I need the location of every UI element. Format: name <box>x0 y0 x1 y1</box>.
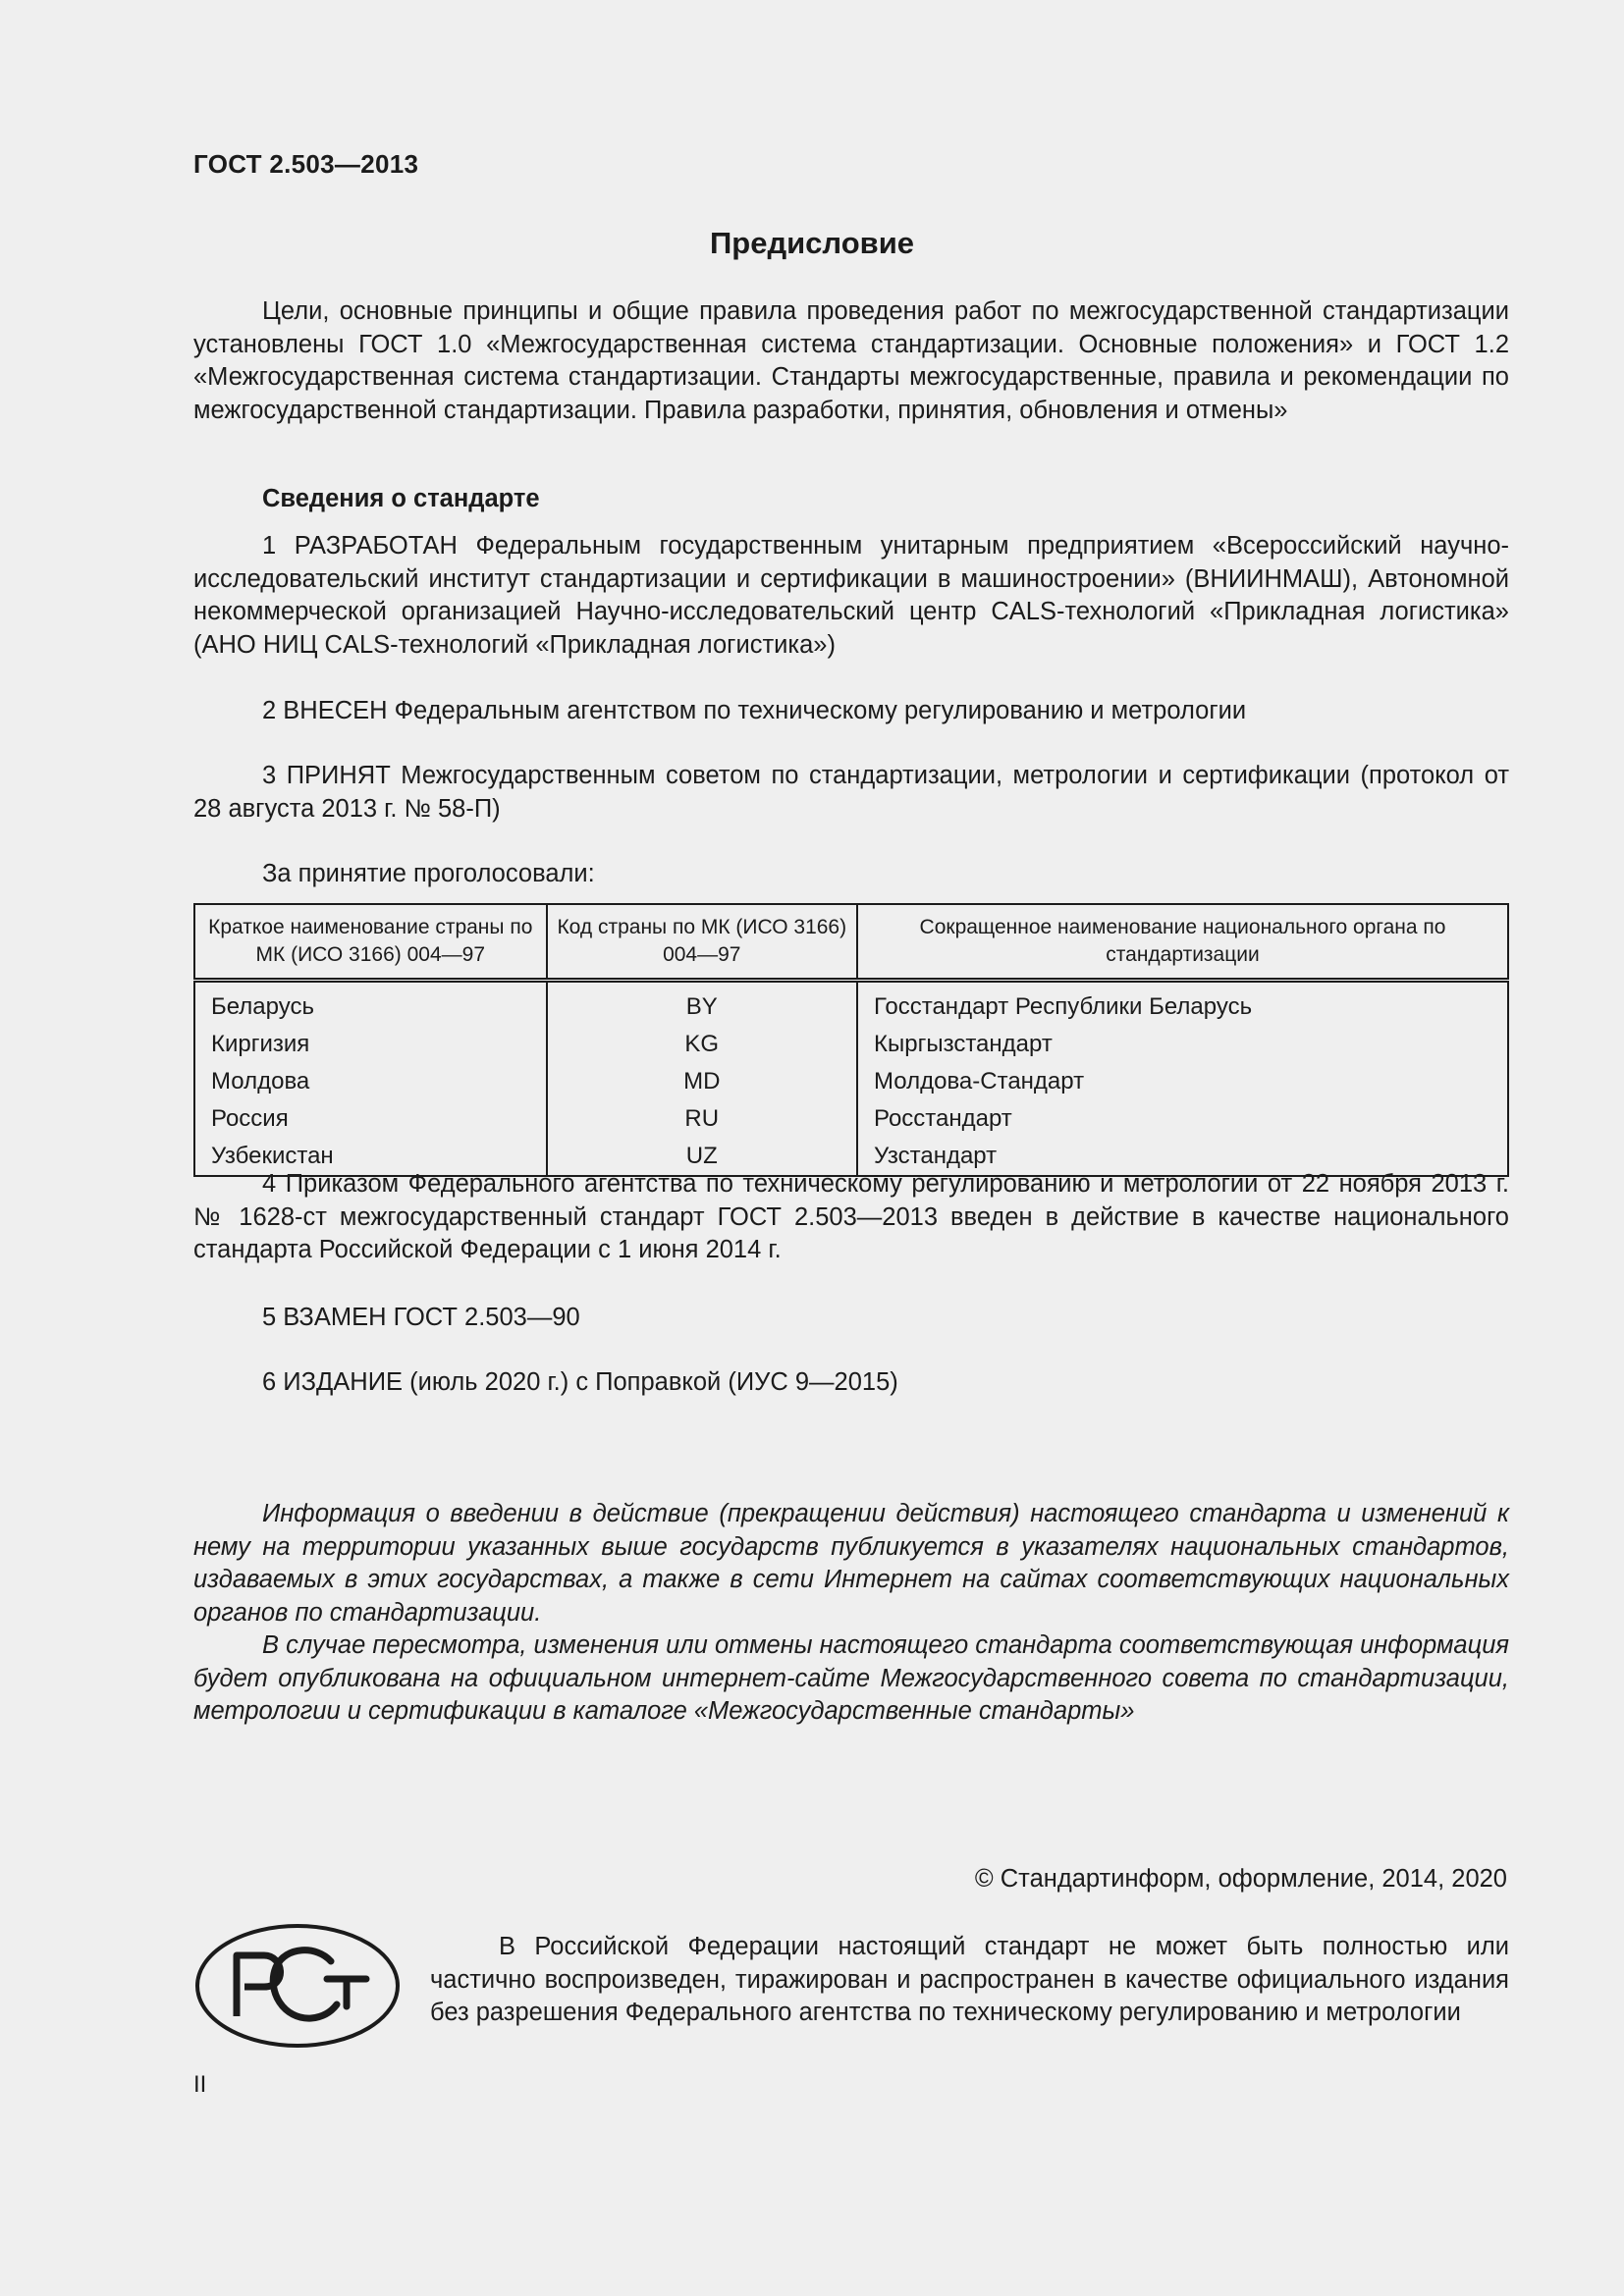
info-paragraph-2: В случае пересмотра, изменения или отмены настоящего стандарта соответствующая информация будет опубликована на официальном интернет-сайте Межгосударственного совета по стандартизации, метрологии и сертификации в каталоге «Межгосударственные стандарты» <box>193 1631 1509 1725</box>
copyright-line: © Стандартинформ, оформление, 2014, 2020 <box>974 1865 1507 1893</box>
preface-intro: Цели, основные принципы и общие правила проведения работ по межгосударственной стандартизации установлены ГОСТ 1.0 «Межгосударственная система стандартизации. Основные положения» и ГОСТ 1.2 «Межгосударственная система стандартизации. Стандарты межгосударственные, правила и рекомендации по межгосударственной стандартизации. Правила разработки, принятия, обновления и отмены» <box>193 297 1509 424</box>
cell-body: Узстандарт <box>857 1138 1508 1176</box>
table-row <box>194 1100 1508 1138</box>
cell-code: UZ <box>547 1138 857 1176</box>
section-heading: Сведения о стандарте <box>262 485 540 512</box>
header-country: Краткое наименование страны по МК (ИСО 3166) 004—97 <box>194 904 547 981</box>
cell-country: Узбекистан <box>194 1138 547 1176</box>
cell-body: Молдова-Стандарт <box>857 1063 1508 1100</box>
cell-code: MD <box>547 1063 857 1100</box>
header-body: Сокращенное наименование национального органа по стандартизации <box>857 904 1508 981</box>
item-enacted: 4 Приказом Федерального агентства по техническому регулированию и метрологии от 22 ноября 2013 г. № 1628-ст межгосударственный стандарт ГОСТ 2.503—2013 введен в действие в качестве национального стандарта Российской Федерации с 1 июня 2014 г. <box>193 1170 1509 1263</box>
info-paragraph-1: Информация о введении в действие (прекращении действия) настоящего стандарта и изменений к нему на территории указанных выше государств публикуется в указателях национальных стандартов, издаваемых в этих государствах, а также в сети Интернет на сайтах соответствующих национальных органов по стандартизации. <box>193 1500 1509 1627</box>
cell-country: Россия <box>194 1100 547 1138</box>
page-number: II <box>193 2071 207 2098</box>
item-replaces: 5 ВЗАМЕН ГОСТ 2.503—90 <box>262 1304 580 1331</box>
header-code: Код страны по МК (ИСО 3166) 004—97 <box>547 904 857 981</box>
item-adopted: 3 ПРИНЯТ Межгосударственным советом по стандартизации, метрологии и сертификации (протокол от 28 августа 2013 г. № 58-П) <box>193 762 1509 823</box>
cell-body: Госстандарт Республики Беларусь <box>857 981 1508 1027</box>
table-row <box>194 1026 1508 1063</box>
rst-mark-icon <box>193 1922 402 2050</box>
table-header-row <box>194 904 1508 981</box>
item-edition: 6 ИЗДАНИЕ (июль 2020 г.) с Поправкой (ИУС 9—2015) <box>262 1368 898 1396</box>
table-row <box>194 981 1508 1027</box>
cell-code: BY <box>547 981 857 1027</box>
preface-title: Предисловие <box>709 226 914 260</box>
table-row <box>194 1063 1508 1100</box>
cell-code: KG <box>547 1026 857 1063</box>
cell-code: RU <box>547 1100 857 1138</box>
cell-body: Росстандарт <box>857 1100 1508 1138</box>
voted-label: За принятие проголосовали: <box>262 860 595 887</box>
votes-table <box>193 903 1509 1177</box>
item-introduced: 2 ВНЕСЕН Федеральным агентством по техническому регулированию и метрологии <box>262 697 1247 724</box>
item-developed: 1 РАЗРАБОТАН Федеральным государственным унитарным предприятием «Всероссийский научно-исследовательский институт стандартизации и сертификации в машиностроении» (ВНИИНМАШ), Автономной некоммерческой организацией Научно-исследовательский центр CALS-технологий «Прикладная логистика» (АНО НИЦ CALS-технологий «Прикладная логистика») <box>193 532 1509 659</box>
document-code: ГОСТ 2.503—2013 <box>193 149 419 179</box>
cell-country: Молдова <box>194 1063 547 1100</box>
cell-country: Киргизия <box>194 1026 547 1063</box>
cell-country: Беларусь <box>194 981 547 1027</box>
rights-notice: В Российской Федерации настоящий стандарт не может быть полностью или частично воспроизведен, тиражирован и распространен в качестве официального издания без разрешения Федерального агентства по техническому регулированию и метрологии <box>430 1933 1509 2026</box>
cell-body: Кыргызстандарт <box>857 1026 1508 1063</box>
